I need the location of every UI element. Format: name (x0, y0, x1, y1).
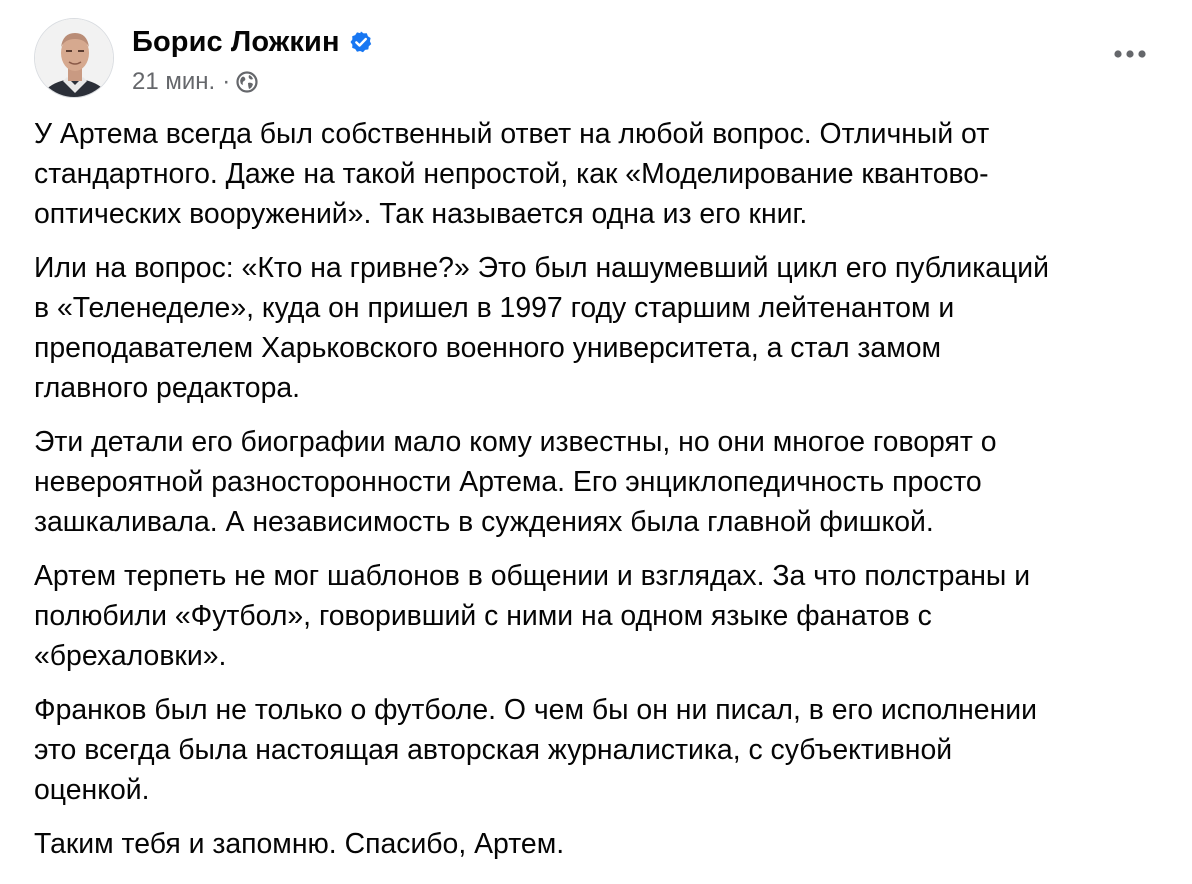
post-paragraph: Франков был не только о футболе. О чем бы он ни писал, в его исполнении это всегда была настоящая авторская журналистика, с субъективной оценкой. (34, 694, 1037, 806)
post-body (34, 114, 1164, 878)
globe-icon[interactable] (236, 71, 258, 93)
avatar-photo (35, 19, 114, 98)
more-horizontal-icon (1112, 49, 1148, 59)
post-paragraph: Эти детали его биографии мало кому известны, но они многое говорят о невероятной разносторонности Артема. Его энциклопедичность просто зашкаливала. А независимость в суждениях была главной фишкой. (34, 426, 997, 538)
post-meta (132, 66, 258, 98)
post-timestamp[interactable]: 21 мин. (132, 68, 216, 95)
post-paragraph: У Артема всегда был собственный ответ на любой вопрос. Отличный от стандартного. Даже на такой непростой, как «Моделирование квантово- оптических вооружений». Так называется одна из его книг. (34, 118, 990, 230)
meta-separator: · (222, 68, 231, 95)
post-paragraph: Таким тебя и запомню. Спасибо, Артем. (34, 828, 565, 860)
post-paragraph: Или на вопрос: «Кто на гривне?» Это был нашумевший цикл его публикаций в «Теленеделе», куда он пришел в 1997 году старшим лейтенантом и преподавателем Харьковского военного университета, а стал замом главного редактора. (34, 252, 1050, 404)
author-row (132, 22, 373, 62)
more-options-button[interactable] (1106, 36, 1154, 72)
post-header (34, 18, 1154, 102)
author-name[interactable]: Борис Ложкин (132, 25, 340, 58)
avatar[interactable] (34, 18, 114, 98)
verified-badge-icon (349, 30, 373, 54)
post-paragraph: Артем терпеть не мог шаблонов в общении и взглядах. За что полстраны и полюбили «Футбол», говоривший с ними на одном языке фанатов с «брехаловки». (34, 560, 1031, 672)
